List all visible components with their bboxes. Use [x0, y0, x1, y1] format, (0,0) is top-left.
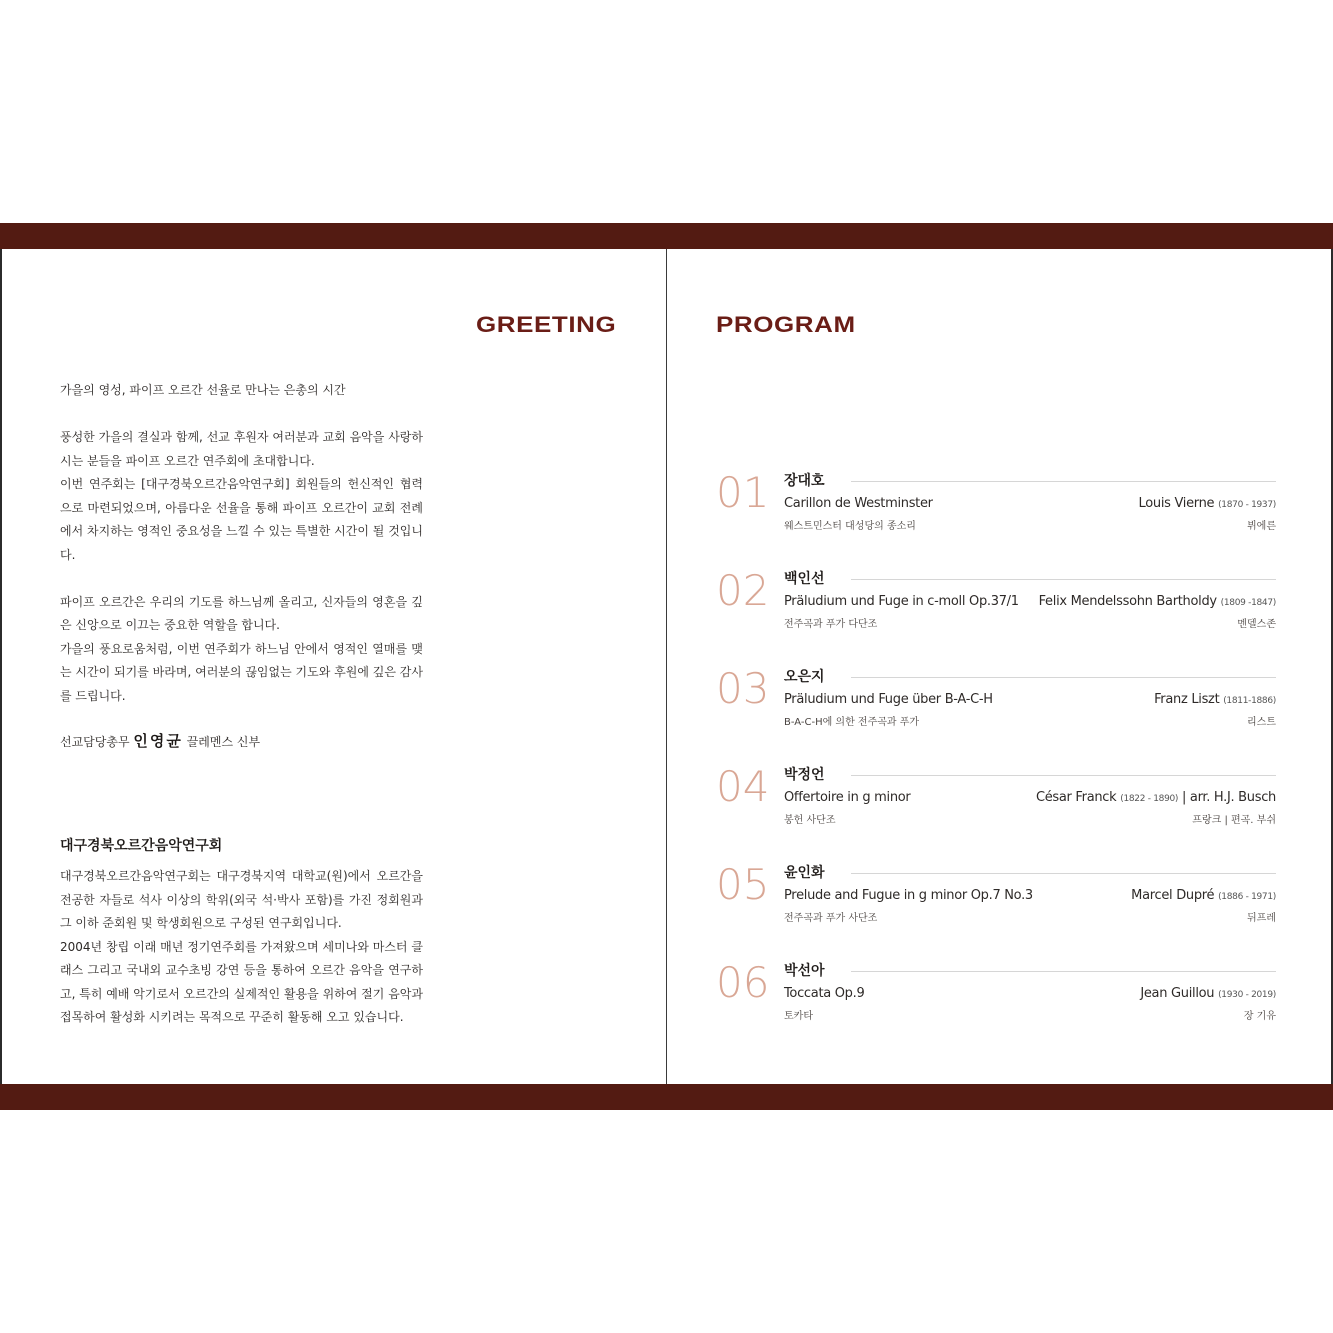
program-number: 06: [716, 958, 770, 1007]
divider-line: [851, 775, 1276, 776]
left-edge-line: [0, 249, 2, 1084]
divider-line: [851, 873, 1276, 874]
composer-years: (1930 - 2019): [1218, 990, 1276, 1000]
program-item: [716, 958, 1276, 1059]
program-number: 03: [716, 664, 770, 713]
program-list: [716, 468, 1276, 1059]
program-number: 05: [716, 860, 770, 909]
composer: [1036, 790, 1276, 805]
composer-korean: 뒤프레: [1247, 913, 1276, 924]
piece-title: Prelude and Fugue in g minor Op.7 No.3: [784, 888, 1033, 903]
composer-years: (1870 - 1937): [1218, 500, 1276, 510]
composer: [1039, 594, 1276, 609]
program-item: [716, 566, 1276, 667]
composer: [1154, 692, 1276, 707]
piece-title-korean: 토카타: [784, 1011, 813, 1022]
greeting-signature: [60, 730, 423, 755]
program-number: 04: [716, 762, 770, 811]
piece-title-korean: 봉헌 사단조: [784, 815, 836, 826]
signature-name: 인영균: [133, 732, 183, 750]
greeting-paragraph: 가을의 풍요로움처럼, 이번 연주회가 하느님 안에서 영적인 열매를 맺는 시간이 되기를 바라며, 여러분의 끊임없는 기도와 후원에 깊은 감사를 드립니다.: [60, 641, 423, 703]
composer: [1131, 888, 1276, 903]
composer-korean: 뷔에른: [1247, 521, 1276, 532]
society-body: [60, 865, 423, 1030]
greeting-paragraph: 이번 연주회는 [대구경북오르간음악연구회] 회원들의 헌신적인 협력으로 마련되었으며, 아름다운 선율을 통해 파이프 오르간이 교회 전례에서 차지하는 영적인 중요성을 느낄 수 있는 특별한 시간이 될 것입니다.: [60, 477, 423, 562]
composer-korean: 프랑크 | 편곡. 부쉬: [1192, 815, 1276, 826]
piece-title-korean: 전주곡과 푸가 사단조: [784, 913, 878, 924]
greeting-paragraph: 파이프 오르간은 우리의 기도를 하느님께 올리고, 신자들의 영혼을 깊은 신앙으로 이끄는 중요한 역할을 합니다.: [60, 594, 423, 632]
society-paragraph: 2004년 창립 이래 매년 정기연주회를 가져왔으며 세미나와 마스터 클래스 그리고 국내외 교수초빙 강연 등을 통하여 오르간 음악을 연구하고, 특히 예배 악기로서 오르간의 실제적인 활용을 위하여 절기 음악과 접목하여 활성화 시키려는 목적으로 꾸준히 활동해 오고 있습니다.: [60, 939, 423, 1024]
top-accent-bar: [0, 223, 1333, 249]
greeting-title: GREETING: [476, 312, 617, 337]
composer-name: Jean Guillou: [1140, 986, 1215, 1001]
piece-title-korean: 웨스트민스터 대성당의 종소리: [784, 521, 916, 532]
arranger: | arr. H.J. Busch: [1181, 790, 1276, 805]
greeting-paragraph: 풍성한 가을의 결실과 함께, 선교 후원자 여러분과 교회 음악을 사랑하시는 분들을 파이프 오르간 연주회에 초대합니다.: [60, 430, 423, 468]
program-item: [716, 664, 1276, 765]
composer: [1139, 496, 1276, 511]
signature-line: [60, 730, 423, 755]
center-fold-line: [666, 249, 667, 1084]
performer-name: 오은지: [784, 669, 825, 685]
composer-years: (1811-1886): [1223, 696, 1276, 706]
divider-line: [851, 677, 1276, 678]
program-number: 02: [716, 566, 770, 615]
composer-years: (1822 - 1890): [1120, 794, 1179, 804]
program-spread: [0, 249, 1333, 1084]
divider-line: [851, 481, 1276, 482]
greeting-body: [60, 426, 423, 708]
composer-name: Franz Liszt: [1154, 692, 1220, 707]
composer: [1140, 986, 1276, 1001]
paragraph-gap: [60, 567, 423, 591]
program-item: [716, 762, 1276, 863]
performer-name: 장대호: [784, 473, 825, 489]
piece-title: Carillon de Westminster: [784, 496, 933, 511]
performer-name: 백인선: [784, 571, 825, 587]
composer-name: Felix Mendelssohn Bartholdy: [1038, 594, 1217, 609]
program-item: [716, 468, 1276, 569]
piece-title: Präludium und Fuge in c-moll Op.37/1: [784, 594, 1019, 609]
composer-name: Marcel Dupré: [1131, 888, 1215, 903]
program-number: 01: [716, 468, 770, 517]
divider-line: [851, 971, 1276, 972]
composer-years: (1886 - 1971): [1218, 892, 1276, 902]
society-paragraph: 대구경북오르간음악연구회는 대구경북지역 대학교(원)에서 오르간을 전공한 자들로 석사 이상의 학위(외국 석·박사 포함)를 가진 정회원과 그 이하 준회원 및 학생회원으로 구성된 연구회입니다.: [60, 869, 423, 930]
greeting-headline-text: 가을의 영성, 파이프 오르간 선율로 만나는 은총의 시간: [60, 383, 346, 397]
composer-korean: 멘델스존: [1237, 619, 1276, 630]
composer-korean: 장 기유: [1243, 1011, 1276, 1022]
divider-line: [851, 579, 1276, 580]
signature-suffix: 끌레멘스 신부: [186, 735, 261, 749]
piece-title: Toccata Op.9: [784, 986, 865, 1001]
society-title: 대구경북오르간음악연구회: [60, 838, 223, 854]
performer-name: 박선아: [784, 963, 825, 979]
greeting-headline: [60, 379, 423, 403]
program-item: [716, 860, 1276, 961]
signature-prefix: 선교담당총무: [60, 735, 130, 749]
composer-years: (1809 -1847): [1220, 598, 1276, 608]
composer-name: Louis Vierne: [1138, 496, 1215, 511]
performer-name: 윤인화: [784, 865, 825, 881]
piece-title-korean: 전주곡과 푸가 다단조: [784, 619, 878, 630]
composer-name: César Franck: [1035, 790, 1117, 805]
program-title: PROGRAM: [716, 312, 856, 337]
piece-title: Offertoire in g minor: [784, 790, 911, 805]
composer-korean: 리스트: [1247, 717, 1276, 728]
performer-name: 박정언: [784, 767, 825, 783]
piece-title: Präludium und Fuge über B-A-C-H: [784, 692, 993, 707]
bottom-accent-bar: [0, 1084, 1333, 1110]
piece-title-korean: B-A-C-H에 의한 전주곡과 푸가: [784, 717, 920, 728]
